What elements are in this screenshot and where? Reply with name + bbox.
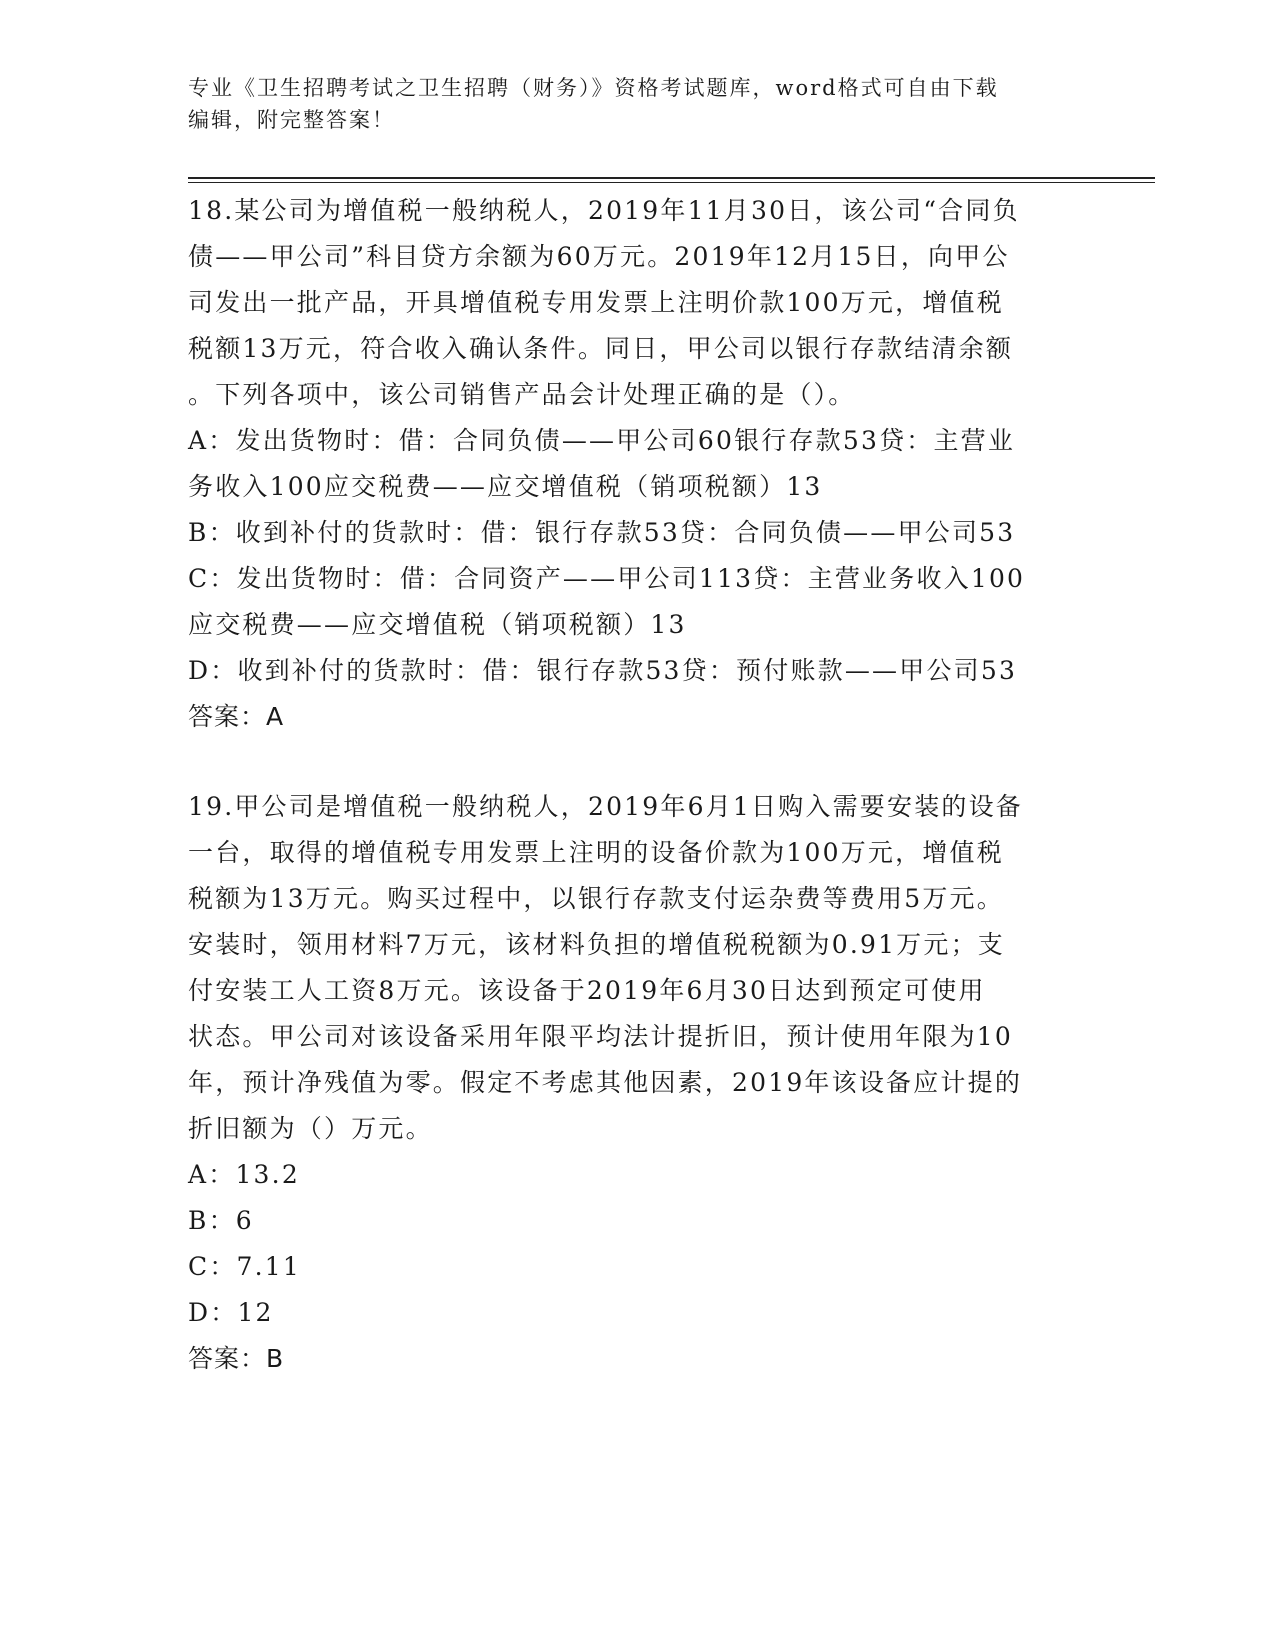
option-d-line: D：12 (188, 1298, 274, 1327)
option-c-line: C：7.11 (188, 1252, 301, 1281)
question-stem-line: 折旧额为（）万元。 (188, 1114, 433, 1143)
question-stem-line: 状态。甲公司对该设备采用年限平均法计提折旧，预计使用年限为10 (188, 1022, 1014, 1051)
option-d-line: D：收到补付的货款时：借：银行存款53贷：预付账款——甲公司53 (188, 656, 1018, 685)
question-stem-line: 一台，取得的增值税专用发票上注明的设备价款为100万元，增值税 (188, 838, 1004, 867)
option-a-line: A：13.2 (188, 1160, 300, 1189)
option-a-line: 务收入100应交税费——应交增值税（销项税额）13 (188, 472, 823, 501)
question-stem-line: 税额为13万元。购买过程中，以银行存款支付运杂费等费用5万元。 (188, 884, 1004, 913)
question-stem-line: 债——甲公司”科目贷方余额为60万元。2019年12月15日，向甲公 (188, 242, 1010, 271)
answer-label: 答案：B (188, 1344, 285, 1373)
question-stem-line: 安装时，领用材料7万元，该材料负担的增值税税额为0.91万元；支 (188, 930, 1005, 959)
header-line-1: 专业《卫生招聘考试之卫生招聘（财务）》资格考试题库，word格式可自由下载 (188, 76, 999, 100)
question-18 (188, 188, 1088, 740)
header-line-2: 编辑，附完整答案！ (188, 108, 395, 132)
question-stem-line: 18.某公司为增值税一般纳税人，2019年11月30日，该公司“合同负 (188, 196, 1020, 225)
question-stem-line: 。下列各项中，该公司销售产品会计处理正确的是（）。 (188, 380, 856, 409)
option-b-line: B：6 (188, 1206, 254, 1235)
question-stem-line: 司发出一批产品，开具增值税专用发票上注明价款100万元，增值税 (188, 288, 1004, 317)
option-b-line: B：收到补付的货款时：借：银行存款53贷：合同负债——甲公司53 (188, 518, 1016, 547)
question-19 (188, 784, 1088, 1382)
option-c-line: C：发出货物时：借：合同资产——甲公司113贷：主营业务收入100 (188, 564, 1026, 593)
document-header (188, 72, 1088, 136)
answer-label: 答案：A (188, 702, 285, 731)
option-a-line: A：发出货物时：借：合同负债——甲公司60银行存款53贷：主营业 (188, 426, 1016, 455)
question-stem-line: 付安装工人工资8万元。该设备于2019年6月30日达到预定可使用 (188, 976, 986, 1005)
question-stem-line: 年，预计净残值为零。假定不考虑其他因素，2019年该设备应计提的 (188, 1068, 1023, 1097)
question-stem-line: 19.甲公司是增值税一般纳税人，2019年6月1日购入需要安装的设备 (188, 792, 1023, 821)
header-divider-thick (188, 177, 1155, 179)
header-divider-thin (188, 182, 1155, 183)
question-stem-line: 税额13万元，符合收入确认条件。同日，甲公司以银行存款结清余额 (188, 334, 1014, 363)
option-c-line: 应交税费——应交增值税（销项税额）13 (188, 610, 687, 639)
